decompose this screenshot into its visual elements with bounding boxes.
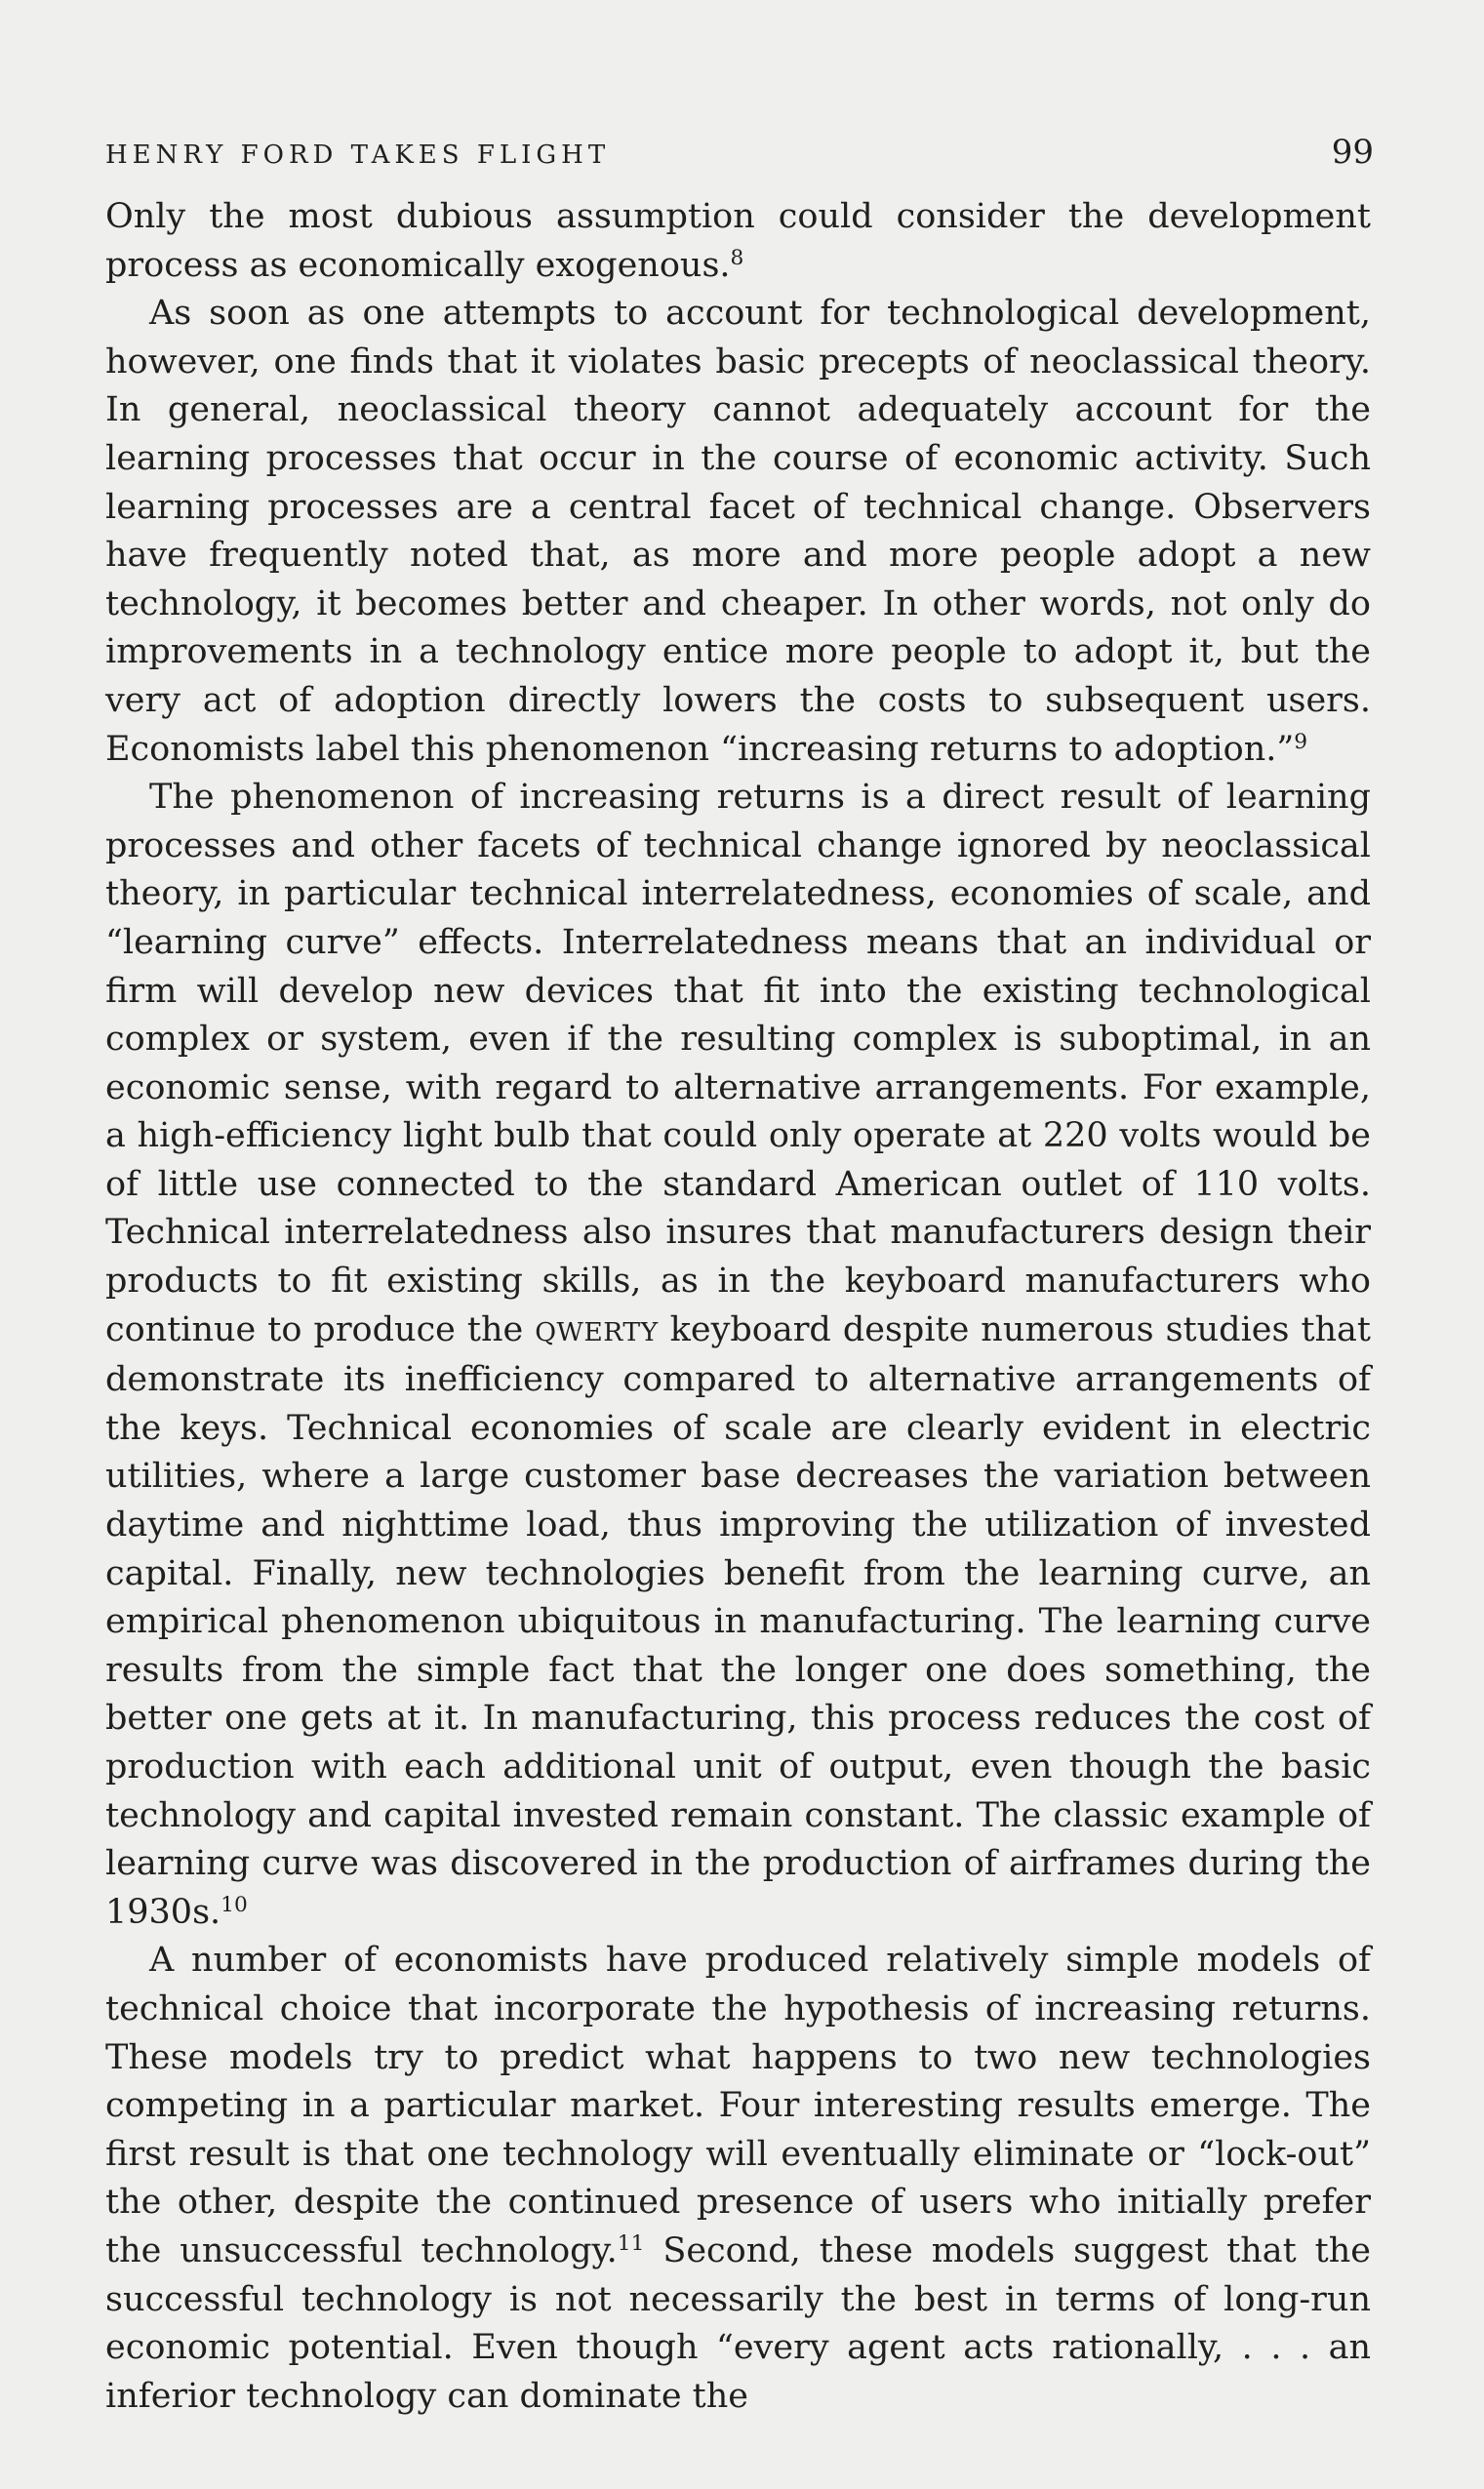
- paragraph-4-text-b: Second, these models suggest that the successful technology is not necessarily the best in terms of long-run economic potential. Even though “every agent acts rationally, . . . an inferior technology can dominate the: [105, 2230, 1371, 2416]
- paragraph-3-text-a: The phenomenon of increasing returns is a direct result of learning processes and other facets of technical change ignored by neoclassical theory, in particular technical interrelatedness, economies of scale, and “learning curve” effects. Interrelatedness means that an individual or firm will develop new devices that fit into the existing technological complex or system, even if the resulting complex is suboptimal, in an economic sense, with regard to alternative arrangements. For example, a high-efficiency light bulb that could only operate at 220 volts would be of little use connected to the standard American outlet of 110 volts. Technical interrelatedness also insures that manufacturers design their products to fit existing skills, as in the keyboard manufacturers who continue to produce the: [105, 778, 1371, 1349]
- paragraph-4-text-a: A number of economists have produced relatively simple models of technical choice that incorporate the hypothesis of increasing returns. These models try to predict what happens to two new technologies competing in a particular market. Four interesting results emerge. The first result is that one technology will eventually eliminate or “lock-out” the other, despite the continued presence of users who initially prefer the unsuccessful technology.: [105, 1941, 1371, 2270]
- paragraph-1-text: Only the most dubious assumption could consider the development process as economically exogenous.: [105, 197, 1371, 285]
- footnote-ref-11: 11: [617, 2231, 645, 2257]
- footnote-ref-10: 10: [221, 1892, 248, 1917]
- page-number: 99: [1331, 133, 1374, 172]
- paragraph-3: [105, 774, 1371, 1937]
- paragraph-4: [105, 1937, 1371, 2421]
- paragraph-1: [105, 193, 1371, 290]
- body-text: [105, 193, 1371, 2421]
- paragraph-2: [105, 290, 1371, 774]
- paragraph-3-text-b: keyboard despite numerous studies that demonstrate its inefficiency compared to alternative arrangements of the keys. Technical economies of scale are clearly evident in electric utilities, where a large customer base decreases the variation between daytime and nighttime load, thus improving the utilization of invested capital. Finally, new technologies benefit from the learning curve, an empirical phenomenon ubiquitous in manufacturing. The learning curve results from the simple fact that the longer one does something, the better one gets at it. In manufacturing, this process reduces the cost of production with each additional unit of output, even though the basic technology and capital invested remain constant. The classic example of learning curve was discovered in the production of airframes during the 1930s.: [105, 1309, 1371, 1932]
- footnote-ref-8: 8: [730, 245, 744, 270]
- paragraph-2-text: As soon as one attempts to account for technological development, however, one finds that it violates basic precepts of neoclassical theory. In general, neoclassical theory cannot adequately account for the learning processes that occur in the course of economic activity. Such learning processes are a central facet of technical change. Observers have frequently noted that, as more and more people adopt a new technology, it becomes better and cheaper. In other words, not only do improvements in a technology entice more people to adopt it, but the very act of adoption directly lowers the costs to subsequent users. Economists label this phenomenon “increasing returns to adoption.”: [105, 294, 1371, 769]
- qwerty-smallcaps: QWERTY: [535, 1316, 659, 1347]
- footnote-ref-9: 9: [1294, 729, 1308, 754]
- running-head: [105, 133, 1374, 172]
- running-title: HENRY FORD TAKES FLIGHT: [105, 141, 611, 170]
